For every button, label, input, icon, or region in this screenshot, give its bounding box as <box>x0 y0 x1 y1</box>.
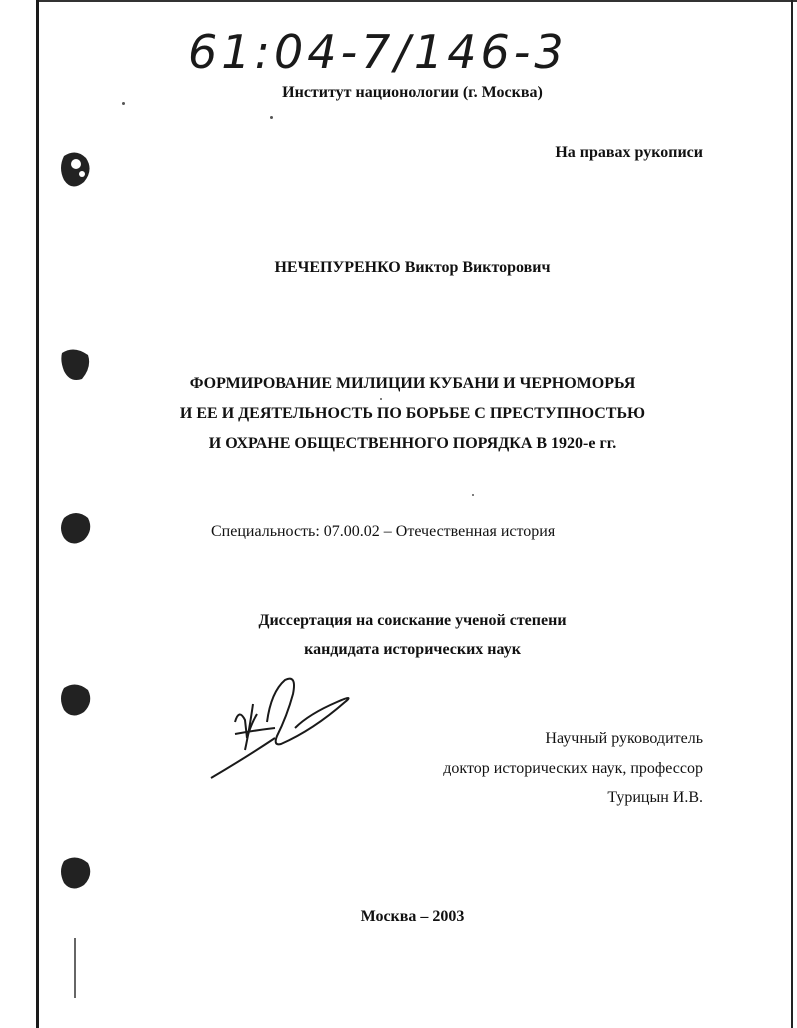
punch-hole-icon <box>58 853 94 893</box>
institute-name: Институт национологии (г. Москва) <box>282 84 543 101</box>
scan-border-left <box>36 0 39 1028</box>
title-line: ФОРМИРОВАНИЕ МИЛИЦИИ КУБАНИ И ЧЕРНОМОРЬЯ <box>189 375 636 392</box>
supervisor-name: Турицын И.В. <box>607 789 703 806</box>
degree-line: Диссертация на соискание ученой степени <box>258 612 567 629</box>
scan-speck <box>270 116 273 119</box>
scan-speck <box>122 102 125 105</box>
margin-mark <box>74 938 76 998</box>
author-name: НЕЧЕПУРЕНКО Виктор Викторович <box>274 259 551 276</box>
title-line: И ОХРАНЕ ОБЩЕСТВЕННОГО ПОРЯДКА В 1920-е гг. <box>208 435 617 452</box>
city-year: Москва – 2003 <box>360 908 465 925</box>
manuscript-rights: На правах рукописи <box>555 144 703 161</box>
archive-number-text: 61:04-7/146-3 <box>188 25 568 79</box>
supervisor-label: Научный руководитель <box>545 730 703 747</box>
punch-hole-icon <box>58 150 94 190</box>
scan-speck <box>380 398 382 400</box>
handwritten-signature <box>205 672 365 784</box>
punch-hole-icon <box>58 680 94 720</box>
scan-speck <box>472 494 474 496</box>
specialty: Специальность: 07.00.02 – Отечественная история <box>211 523 556 540</box>
supervisor-degree: доктор исторических наук, профессор <box>443 760 703 777</box>
punch-hole-icon <box>58 508 94 548</box>
degree-line: кандидата исторических наук <box>304 641 521 658</box>
scan-border-right <box>791 0 793 1028</box>
title-line: И ЕЕ И ДЕЯТЕЛЬНОСТЬ ПО БОРЬБЕ С ПРЕСТУПНОСТЬЮ <box>179 405 646 422</box>
scan-border-top <box>36 0 797 2</box>
handwritten-archive-number <box>180 18 600 82</box>
